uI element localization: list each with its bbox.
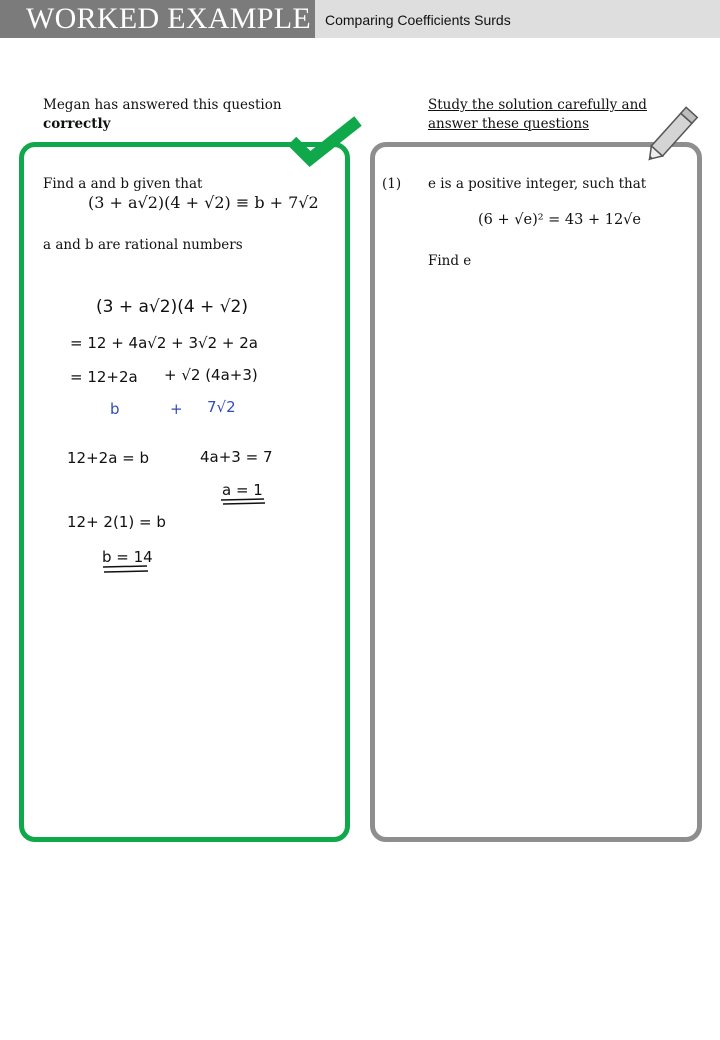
question-identity: (3 + a√2)(4 + √2) ≡ b + 7√2 [88,193,319,212]
tick-icon [286,115,366,173]
question-1-text: e is a positive integer, such that [428,176,647,192]
intro-line-2: correctly [43,116,111,132]
answer-a-underline [218,497,268,507]
question-number: (1) [382,176,402,192]
working-line-1: (3 + a√2)(4 + √2) [96,297,248,317]
question-1-find: Find e [428,253,472,269]
instruction-line-1: Study the solution carefully and [428,97,647,113]
working-eq-2: 4a+3 = 7 [200,448,273,466]
worksheet-title: WORKED EXAMPLE [0,0,315,38]
questions-box [370,142,702,842]
working-blue-plus: + [170,400,183,418]
question-note: a and b are rational numbers [43,237,243,253]
pencil-icon [636,100,708,170]
instruction-line-2: answer these questions [428,116,590,132]
question-text [43,175,202,194]
question-find: Find a and b given that [43,176,203,192]
working-blue-b: b [110,400,120,418]
answer-b-underline [100,564,152,576]
question-1-equation: (6 + √e)² = 43 + 12√e [478,212,641,228]
working-answer-a: a = 1 [222,481,263,499]
working-line-2: = 12 + 4a√2 + 3√2 + 2a [70,334,258,352]
intro-line-1: Megan has answered this question [43,97,282,113]
topic-title: Comparing Coefficients Surds [315,0,720,38]
working-blue-7root2: 7√2 [207,398,236,416]
working-line-3a: = 12+2a [70,368,138,386]
working-answer-b: b = 14 [102,548,153,566]
instruction-text [428,96,647,134]
intro-text [43,96,282,134]
working-line-3b: + √2 (4a+3) [164,366,258,384]
working-eq-3: 12+ 2(1) = b [67,513,166,531]
working-eq-1: 12+2a = b [67,449,150,467]
